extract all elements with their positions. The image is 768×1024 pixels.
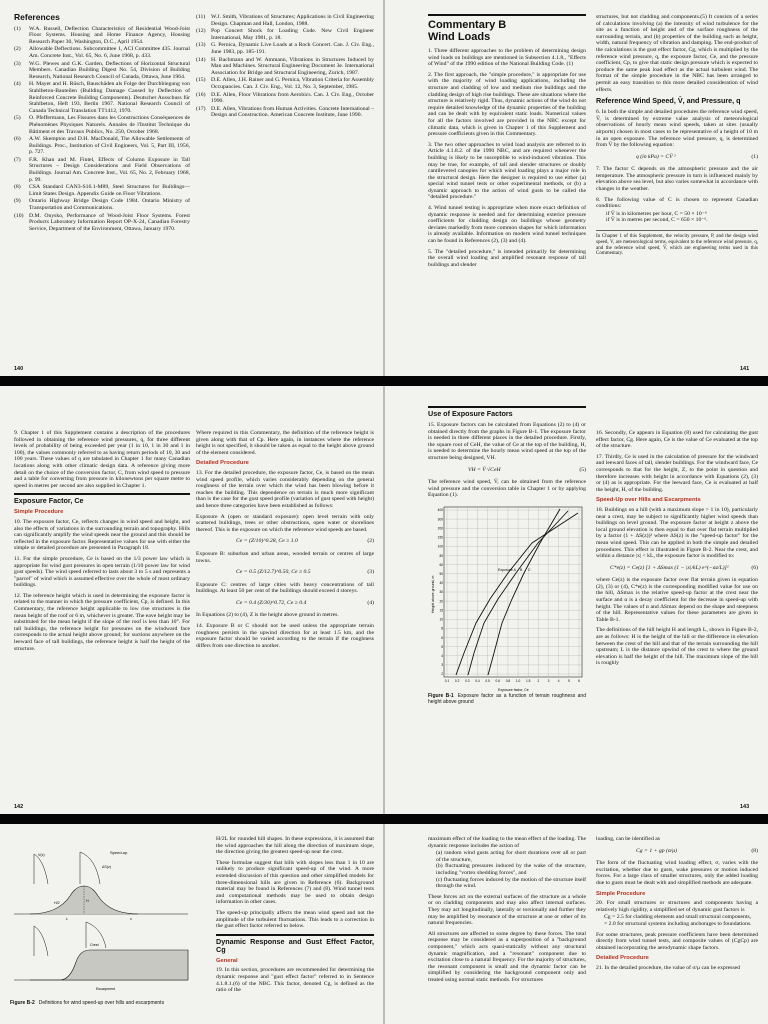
reference-text: A.W. Skempton and D.H. MacDonald, The Allowable Settlements of Buildings. Proc., Institution of Civil Engineers, Vol. 5, Part III, 1956, p. 727. [29,136,190,156]
general-subheading: General [216,957,238,964]
paragraph-16: 16. Secondly, Ce appears in Equation (8) used for calculating the gust effect factor, Cg. Here again, Ce is the value of Ce evaluated at the top of the structure. [596,430,758,450]
paragraph-5: 5. The "detailed procedure," is intended primarily for determining the overall wind loading and amplified resonant response of tall buildings and slender [428,248,586,268]
references-column-1 [14,14,190,362]
commentary-title-line1: Commentary B [428,19,507,31]
reference-number: (4) [14,81,21,88]
paragraph-17: 17. Thirdly, Ce is used in the calculation of pressure for the windward and leeward faces of tall, slender buildings. For the windward face, Ce corresponds to that for the height, Z, to the point in question and therefore increases with height in accordance with Equations (2), (3) or (4) as is appropriate. For the leeward face, Ce is evaluated at half the height, H, of the building. [596,453,758,493]
crest-profile-hill [80,852,100,884]
paragraph-13: 13. For the detailed procedure, the exposure factor, Ce, is based on the mean wind speed profile, which varies considerably depending on the general roughness of the terrain over which the wind has been blowing before it reaches the building. This dependence on terrain is much more significant than is the case for the gust speed profile (variation of gust speed with height) and hence three categories have been established as follows: [196,469,374,509]
chart-x-tick-label: 2 [537,678,540,683]
paragraph-10: 10. The exposure factor, Ce, reflects changes in wind speed and height, and also the effects of variations in the surrounding terrain and topography. Hills can significantly amplify the wind speeds near the ground and this should be reflected in the exposure factor. Representative values for use with either the simple or detailed procedure are presented in Paragraph 18. [14,518,190,552]
page-143-column-2 [596,430,758,806]
label-vz: V(z) [38,853,45,857]
chart-y-tick-label: 6 [441,635,443,640]
reference-number: (11) [196,14,206,20]
chart-x-labels [445,679,580,683]
chart-y-tick-label: 60 [439,562,443,567]
height-definition: In Equations (2) to (4), Z is the height above ground in metres. [196,612,339,619]
reference-item [14,213,190,233]
chart-x-tick-label: 0.5 [485,678,490,683]
gust-factor-values [596,914,758,927]
chart-y-labels [438,508,444,676]
page-number-143: 143 [740,804,750,810]
reference-text: D.E. Allen, Floor Vibrations from Aerobics. Can. J. Civ. Eng., October 1990. [211,91,374,105]
chart-x-tick-label: 4 [557,678,560,683]
paragraph-4: 4. Wind tunnel testing is appropriate when more exact definition of dynamic response is needed and for determining exterior pressure coefficients for cladding design on buildings whose geometry deviates markedly from more common shapes for which information is already available. Information on modern wind tunnel techniques can be found in References (2), (3) and (4). [428,205,586,245]
equation-3 [196,569,374,576]
reference-number: (14) [196,56,206,63]
spread-gutter [383,824,385,1024]
commentary-title [428,14,586,43]
paragraph-3: 3. The two other approaches to wind load analysis are referred to in Article 4.1.8.2. of the 1990 NBC, and are required whenever the building is likely to be susceptible to wind-induced vibration. This may be true, for example, of tall and slender structures or doubly cantilevered canopies for which wind loading plays a major role in the structural design. Here the designer is required to use either (a) special wind tunnel tests or other experimental methods, or (b) a dynamic approach to the action of wind gusts to be called the "detailed procedure." [428,141,586,201]
page-number-142: 142 [14,804,24,810]
escarpment-shape [30,950,188,980]
label-delta-s: ΔS(z) [102,865,111,869]
equation-5-number: (5) [579,466,586,473]
paragraph-15: 15. Exposure factors can be calculated from Equations (2) to (4) or obtained directly from the graphs in Figure B-1. The exposure factor is needed in three different places in the detailed procedure. Firstly, the square root of CeH, the value of Ce at the top of the building, H, is needed to determine the hourly mean wind speed at the top of the structure being designed, VH. [428,422,586,461]
c-value-kmh: if V̄ is in kilometres per hour, C = 50 × 10⁻⁶ [606,210,707,217]
paragraph-2: 2. The first approach, the "simple procedure," is appropriate for use with the majority of wind loading applications, including the structure and cladding of low and medium rise buildings and the cladding design of high rise buildings. These are situations where the structure is relatively rigid. Thus, dynamic actions of the wind do not require detailed knowledge of the dynamic properties of the building and can be dealt with by equivalent static loads. Numerical values for all the factors involved are provided in the NBC except for climatic data, which is given in Chapter 1 of this Supplement and pressure coefficients given in this Commentary. [428,71,586,138]
equation-1 [596,154,758,161]
reference-text: CSA Standard CAN3-S16.1-M89, Steel Structures for Buildings—Limit States Design. Appendix Guide on Floor Vibrations. [29,184,190,197]
chart-y-tick-label: 15 [439,608,443,613]
footnote: In Chapter 1 of this Supplement, the velocity pressure, P, and the design wind speed, V, are meteorological terms, equivalent to the reference wind pressure, q, and the reference wind speed, V̄, which are engineering terms used in this Commentary. [596,230,758,257]
curve-label-c: C [528,567,531,572]
equation-2-formula: Ce = (Z/10)^0.28, Ce ≥ 1.0 [236,538,298,545]
paragraph-9: 9. Chapter 1 of this Supplement contains a description of the procedures followed in obtaining the reference wind pressures, q, for three different levels of probability of being exceeded per year (1 in 10, 1 in 30 and 1 in 100), the values commonly referred to as having return periods of 10, 30 and 100 years. These values of q are tabulated in Chapter 1 for many Canadian locations along with other climatic design data. A reference giving more detail on the choice of the conversion factor, C, from wind speed to pressure and a table for converting from pressure in kilonewtons per square metre to speed in metres per second are also supplied in Chapter 1. [14,430,190,489]
reference-wind-speed-heading: Reference Wind Speed, V̄, and Pressure, q [596,96,741,106]
equation-5-formula: VH = V̄ √CeH [468,466,501,473]
gust-factor-cladding: Cg = 2.5 for cladding elements and small structural components, [604,914,752,921]
paragraph-14: 14. Exposure B or C should not be used unless the appropriate terrain roughness persists in the upwind direction for at least 1.5 km, and the exposure factor should be varied according to the terrain if the roughness differs from one direction to another. [196,623,374,649]
page-143-column-1 [428,404,586,808]
spread-gutter [383,386,385,814]
paragraph-6: 6. In both the simple and detailed procedures the reference wind speed, V̄, is determined by extreme value analysis of meteorological observations of hourly mean wind speeds, taken at sites (usually airports) chosen in most cases to be representative of a height of 10 m in an open exposure. The reference wind pressure, q, is determined from V̄ by the following equation: [596,109,758,149]
chart-x-tick-label: 0.6 [495,678,500,683]
chart-y-tick-label: 10 [439,617,443,622]
reference-number: (9) [14,198,21,205]
label-l: L [66,917,68,921]
commentary-title-line2: Wind Loads [428,31,491,43]
reference-text: W.G. Plewes and G.K. Garden, Deflections of Horizontal Structural Members. Canadian Building Digest No. 54, Division of Building Research, National Research Council of Canada, Ottawa, June 1964. [29,60,190,80]
reference-item [14,46,190,59]
reference-text: W.J. Smith, Vibrations of Structures; Applications in Civil Engineering Design. Chapman and Hall, London, 1988. [211,14,374,27]
equation-3-formula: Ce = 0.5 (Z/12.7)^0.50, Ce ≥ 0.5 [236,569,311,576]
equation-1-number: (1) [751,153,758,160]
c-value-ms: if V̄ is in metres per second, C = 650 × 10⁻⁶. [606,217,708,224]
label-speed-up: Speed-up [110,850,128,855]
paragraph-1: 1. Three different approaches to the problem of determining design wind loads on buildings are mentioned in Subsection 4.1.8., "Effects of Wind" of the 1990 edition of the National Building Code. (1) [428,48,586,68]
simple-procedure-subheading: Simple Procedure [14,509,64,516]
chart-x-tick-label: 0.8 [505,678,511,683]
reference-text: F.R. Khan and M. Fintel, Effects of Column Exposure in Tall Structures – Design Considerations and Field Observations of Buildings. Journal Am. Concrete Inst., Vol. 65, No. 2, February 1968, p. 99. [29,156,190,183]
hill-slope-continued: H/2L for rounded hill shapes. In these expressions, it is assumed that the wind approaches the hill along the direction of maximum slope, the direction giving the greatest speed-up near the crest. [216,836,374,856]
commentary-b-column-2 [596,14,758,366]
paragraph-11: 11. For the simple procedure, Ce is based on the 1/3 power law which is appropriate for wind gust pressures in open terrain (1/10 power law for wind gust speeds). The wind speed referred to lasts about 3 to 5 s and represents a "parcel" of wind which is assumed effective over the whole of most ordinary buildings. [14,555,190,589]
dynamic-actions-list [428,850,586,890]
paragraph-5-continued: structures, but not cladding and components.(5) It consists of a series of calculations involving (a) the intensity of wind turbulence for the site as a function of height and of the surface roughness of the surrounding terrain, and (b) properties of the building such as height, width, natural frequency of vibration and damping. The end-product of the calculations is the gust effect factor, Cg, which is multiplied by the reference wind pressure, q, the exposure factor, Ce, and the pressure coefficient, Cp, to give that static design pressure which is expected to produce the same peak load effect as the actual turbulent wind. The format of the simple procedure in the NBC has been arranged to permit an easy transition to this more detailed consideration of wind effects. [596,14,758,93]
c-values [596,211,758,224]
label-h: H [86,899,89,903]
reference-item [196,92,374,105]
commentary-b-column-1 [428,14,586,366]
reference-text: Ontario Highway Bridge Design Code 1984. Ontario Ministry of Transportation and Communications. [29,198,190,212]
chart-x-tick-label: 3 [547,678,550,683]
equation-8-formula: Cg = 1 + gp (σ/μ) [636,847,677,854]
references-column-2 [196,14,374,362]
figure-b2-diagram [10,844,192,994]
reference-text: D.E. Allen, J.H. Rainer and G. Pernica, Vibration Criteria for Assembly Occupancies. Can. J. Civ. Eng., Vol. 12, No. 3, September, 1985. [211,77,374,90]
references-heading: References [14,14,60,22]
reference-text: H. Bachmann and W. Ammann, Vibrations in Structures Induced by Man and Machines. Structural Engineering Document 3e. International Association for Bridge and Structural Engineering, Zurich, 1987. [211,56,374,76]
references-list-continued [196,14,374,119]
equation-4-formula: Ce = 0.4 (Z/30)^0.72, Ce ≥ 0.4 [236,599,307,606]
forces-paragraph: These forces act on the external surfaces of the structure as a whole or on cladding components and may also affect internal surfaces. They may act longitudinally, laterally or torsionally and further they may be amplified by resonance of the structure at one or other of its natural frequencies. [428,893,586,927]
curve-label-b: B [520,567,523,572]
chart-y-tick-label: 150 [437,535,443,540]
y-axis-label: Height above ground, m [431,575,435,613]
exposure-factor-heading: Exposure Factor, Ce [14,493,190,505]
chart-y-tick-label: 20 [439,599,443,604]
chart-y-tick-label: 80 [439,553,443,558]
chart-y-tick-label: 100 [437,544,443,549]
dynamic-action-item: (a) random wind gusts acting for short durations over all or part of the structure, [436,850,586,863]
reference-number: (3) [14,60,21,67]
equation-8 [596,848,758,855]
chart-x-tick-label: 0.3 [465,678,470,683]
label-x: x [130,917,132,921]
reference-item [14,26,190,46]
reference-number: (12) [196,28,206,35]
reference-item [14,136,190,156]
reference-wind-speed-note: The reference wind speed, V̄, can be obtained from the reference wind pressure and the conversion table in Chapter 1 or by applying Equation (1). [428,479,586,499]
chart-y-tick-label: 8 [441,626,443,631]
reference-number: (13) [196,42,206,49]
all-structures-paragraph: All structures are affected to some degree by these forces. The total response may be considered as a superposition of a "background component," which acts quasi-statically without any structural dynamic magnification, and a "resonant" component due to excitation close to a natural frequency. For the majority of structures, the resonant component is small and the dynamic factor can be simplified by considering the background component only and treated using normal static methods. For structures [428,930,586,983]
speed-up-subheading: Speed-Up over Hills and Escarpments [596,497,701,504]
dynamic-action-item: (c) fluctuating forces induced by the motion of the structure itself through the wind. [436,876,586,890]
page-142-column-1 [14,430,190,800]
chart-y-tick-label: 2 [441,672,443,677]
use-of-exposure-factors-heading: Use of Exposure Factors [428,406,586,418]
scan-divider [0,376,768,386]
reference-item [196,14,374,27]
figure-b1-chart [428,503,586,693]
detailed-procedure-subheading: Detailed Procedure [196,460,249,467]
label-h-half: H/2 [54,901,60,905]
figure-b2-caption-text: Definitions for wind speed-up over hills and escarpments [38,1000,165,1006]
equation-6-explanation: where Ce(z) is the exposure factor over flat terrain given in equation (2), (3) or (4), C*e(z) is the corresponding modified value for use on the hill, ΔSmax is the relative speed-up factor at the crest near the surface and α is a decay coefficient for the decrease in speed-up with height. The values of α and ΔSmax depend on the shape and steepness of the hill. Representative values for these parameters are given in Table B-1. [596,577,758,623]
chart-x-tick-label: 6 [578,678,580,683]
detailed-procedure-subheading-2: Detailed Procedure [596,955,649,962]
page-spread-2 [0,386,768,814]
page-number-140: 140 [14,366,24,372]
reference-item [196,106,374,119]
chart-x-tick-label: 1.0 [515,678,521,683]
reference-height-continued: Where required in this Commentary, the definition of the reference height is given along with that of Cp. Here again, in instances where the reference height is not specified, it should be taken as equal to the height above ground of the element considered. [196,430,374,456]
reference-item [196,42,374,55]
equation-4-number: (4) [367,599,374,606]
chart-y-tick-label: 30 [439,590,443,595]
reference-item [14,184,190,197]
reference-text: D.E. Allen, Vibrations from Human Activities. Concrete International – Design and Construction. American Concrete Institute, June 1990. [211,105,374,119]
hill-definitions: The definitions of the hill height H and length L, shown in Figure B-2, are as follows: H is the height of the hill or the difference in elevation between the crest of the hill and that of the terrain surrounding the hill upstream; L is the distance upwind of the crest to where the ground elevation is half the height of the hill. The maximum slope of the hill is roughly [596,627,758,667]
reference-text: G. Pernica, Dynamic Live Loads at a Rock Concert. Can. J. Civ. Eng., June 1983, pp. 185-191. [211,42,374,55]
exposure-b-text: Exposure B: suburban and urban areas, wooded terrain or centres of large towns. [196,550,374,564]
reference-number: (17) [196,105,206,112]
chart-x-tick-label: 5 [567,678,570,683]
page-145-column-1 [428,836,586,1024]
upwind-profile-hill [34,854,48,884]
speed-up-paragraph: The speed-up principally affects the mean wind speed and not the amplitude of the turbulent fluctuations. This leads to a correction in the gust effect factor referred to below. [216,909,374,930]
figure-b2-caption [10,1000,192,1006]
scan-divider [0,814,768,824]
chart-x-tick-label: 0.1 [444,678,450,683]
reference-text: H. Mayer and H. Rüsch, Bauschäden als Folge der Durchbiegung von Stahlbeton-Bauteilen (Building Damage Caused by Deflection of Reinforced Concrete Building Components). Deutscher Ausschuss für Stahlbeton, Heft 193, Berlin 1967. National Research Council of Canada Technical Translation TT1412, 1970. [29,81,190,114]
exposure-c-text: Exposure C: centres of large cities with heavy concentrations of tall buildings. At least 50 per cent of the buildings should exceed 4 storeys. [196,581,374,595]
x-axis-label: Exposure factor, Ce [498,687,529,692]
label-escarpment: Escarpment [96,987,116,991]
page-spread-3 [0,824,768,1024]
label-crest: Crest [90,943,99,947]
reference-text: Pop Concert Shock for Loading Code. New Civil Engineer International, May 1981, p. 18. [211,28,374,41]
reference-item [14,115,190,135]
figure-b1-label: Figure B-1 [428,692,454,699]
paragraph-8: 8. The following value of C is chosen to represent Canadian conditions: [596,196,758,210]
reference-item [196,57,374,77]
chart-x-tick-label: 1.5 [526,678,531,683]
page-142-column-2 [196,430,374,800]
figure-b1-caption [428,693,586,705]
chart-y-tick-label: 3 [441,663,443,668]
equation-2 [196,538,374,545]
reference-item [14,198,190,211]
paragraph-19: 19. In this section, procedures are recommended for determining the dynamic response and "gust effect factor" referred to in Sentence 4.1.8.1.(6) of the NBC. This factor, denoted Cg, is defined as the ratio of the [216,967,374,994]
reference-number: (2) [14,46,21,53]
paragraph-20: 20. For small structures or structures and components having a relatively high rigidity, a simplified set of dynamic gust factors is [596,900,758,913]
reference-item [196,28,374,41]
equation-4 [196,600,374,607]
chart-x-tick-label: 0.4 [475,678,480,683]
reference-number: (7) [14,156,21,163]
references-list [14,26,190,233]
reference-item [196,77,374,90]
upwind-profile-escarpment [34,926,48,956]
reference-text: Allowable Deflections. Subcommittee 1, ACI Committee 435. Journal Am. Concrete Inst., Vol. 65, No. 6, June 1968, p. 433. [29,46,190,59]
paragraph-21: 21. In the detailed procedure, the value of σ/μ can be expressed [596,964,740,971]
exposure-a-text: Exposure A (open or standard exposure): open level terrain with only scattered buildings, trees or other obstructions, open water or shorelines thereof. This is the exposure on which the reference wind speeds are based. [196,513,374,533]
equation-6-formula: C*e(z) = Ce(z) [1 + ΔSmax (1 − |x|/kL) e^(−αz/L)]² [610,564,729,571]
reference-number: (1) [14,25,21,32]
dynamic-response-continued: maximum effect of the loading to the mean effect of the loading. The dynamic response includes the action of [428,836,586,849]
equation-1-formula: q (in kPa) = CV̄ ² [636,153,676,160]
equation-8-number: (8) [751,847,758,854]
figure-b2-column [10,844,192,1024]
page-number-141: 141 [740,366,750,372]
chart-y-tick-label: 300 [437,517,443,522]
reference-number: (16) [196,91,206,98]
page-spread-1 [0,0,768,376]
chart-y-tick-label: 5 [441,644,443,649]
dynamic-response-heading: Dynamic Response and Gust Effect Factor, Cg [216,934,374,954]
page-144-column-2 [216,836,374,1024]
reference-number: (8) [14,184,21,191]
reference-text: O. Pfeffermann, Les Fissures dans les Constructions Conséquences de Phénomènes Physiques Naturels. Annales de l'Institut Technique du Bâtiment et des Travaux Publics, No. 250, October 1968. [29,115,190,135]
reference-text: W.A. Russell, Deflection Characteristics of Residential Wood-Joist Floor Systems. Housing and Home Finance Agency, Housing Research Paper 30, Washington, D.C., April 1954. [29,25,190,45]
curve-label-a: Exposure A [498,567,516,572]
reference-number: (15) [196,77,206,84]
equation-5 [428,467,586,474]
gust-factor-structural: = 2.0 for structural systems including anchorages to foundations. [604,920,752,927]
reference-text: D.M. Onysko, Performance of Wood-Joist Floor Systems. Forest Products Laboratory Information Report OP-X-24, Canadian Forestry Service, Department of the Environment, Ottawa, January 1970. [29,212,190,232]
reference-number: (6) [14,136,21,143]
fluctuating-form-paragraph: The form of the fluctuating wind loading effect, σ, varies with the excitation, whether due to gusts, wake pressures or motion induced forces. For a large class of smaller structures, only the added loading due to gusts must be dealt with and simplified methods are adequate. [596,860,758,886]
equation-6 [596,565,758,572]
chart-y-tick-label: 50 [439,571,443,576]
reference-number: (10) [14,212,24,219]
dynamic-action-item: (b) fluctuating pressures induced by the wake of the structure, including "vortex shedding forces", and [436,863,586,876]
chart-y-tick-label: 4 [441,653,443,658]
figure-b2-label: Figure B-2 [10,1000,35,1006]
peak-pressure-paragraph: For some structures, peak pressure coefficients have been determined directly from wind tunnel tests, and composite values of (CgCp) are obtained incorporating the aerodynamic shape factors. [596,931,758,951]
simple-procedure-subheading-2: Simple Procedure [596,890,646,897]
spread-gutter [383,0,385,376]
loading-intro: loading, can be identified as [596,836,660,842]
chart-x-tick-label: 0.2 [454,678,460,683]
equation-3-number: (3) [367,569,374,576]
formulae-paragraph: These formulae suggest that hills with slopes less than 1 in 10 are unlikely to produce significant speed-up of the wind. A more extended discussion of this question and other simplified models for three-dimensional hills are given in Reference (6). Background material may be found in References (7) and (8). Wind tunnel tests and computational methods may be used to obtain design information in other cases. [216,859,374,906]
figure-b1-caption-text: Exposure factor as a function of terrain roughness and height above ground [428,692,586,705]
equation-6-number: (6) [751,564,758,571]
chart-y-tick-label: 40 [439,581,443,586]
paragraph-18: 18. Buildings on a hill (with a maximum slope > 1 in 10), particularly near a crest, may be subject to significantly higher wind speeds than buildings on level ground. The exposure factor at height z above the local ground elevation is then equal to that over flat terrain multiplied by a factor (1 + ΔS(z))² where ΔS(z) is the "speed-up factor" for the mean wind speed. This can be applied in both the simple and detailed procedures. This effect is illustrated in Figure B-2. Near the crest, and within a distance |x| < kL, the exposure factor is modified to: [596,506,758,560]
page-145-column-2 [596,836,758,1024]
reference-item [14,81,190,114]
chart-y-tick-label: 200 [437,526,443,531]
reference-number: (5) [14,115,21,122]
reference-item [14,61,190,81]
paragraph-7: 7. The factor C depends on the atmospheric pressure and the air temperature. The atmospheric pressure in turn is influenced mainly by elevation above sea level, but also varies somewhat in accordance with changes in the weather. [596,166,758,193]
paragraph-12: 12. The reference height which is used in determining the exposure factor is related to the manner in which the pressure coefficient, Cp, is defined. In this Commentary, the reference height applicable to low rise structures is the mean height of the roof or 6 m, whichever is greater. The eave height may be substituted for the mean height if the slope of the roof is less than 10°. For tall buildings, the reference height for pressures on the windward face corresponds to the actual height above ground; for suctions anywhere on the leeward face of tall buildings, the reference height is half the height of the structure. [14,592,190,652]
chart-y-tick-label: 400 [437,508,443,513]
reference-item [14,157,190,183]
equation-2-number: (2) [367,538,374,545]
